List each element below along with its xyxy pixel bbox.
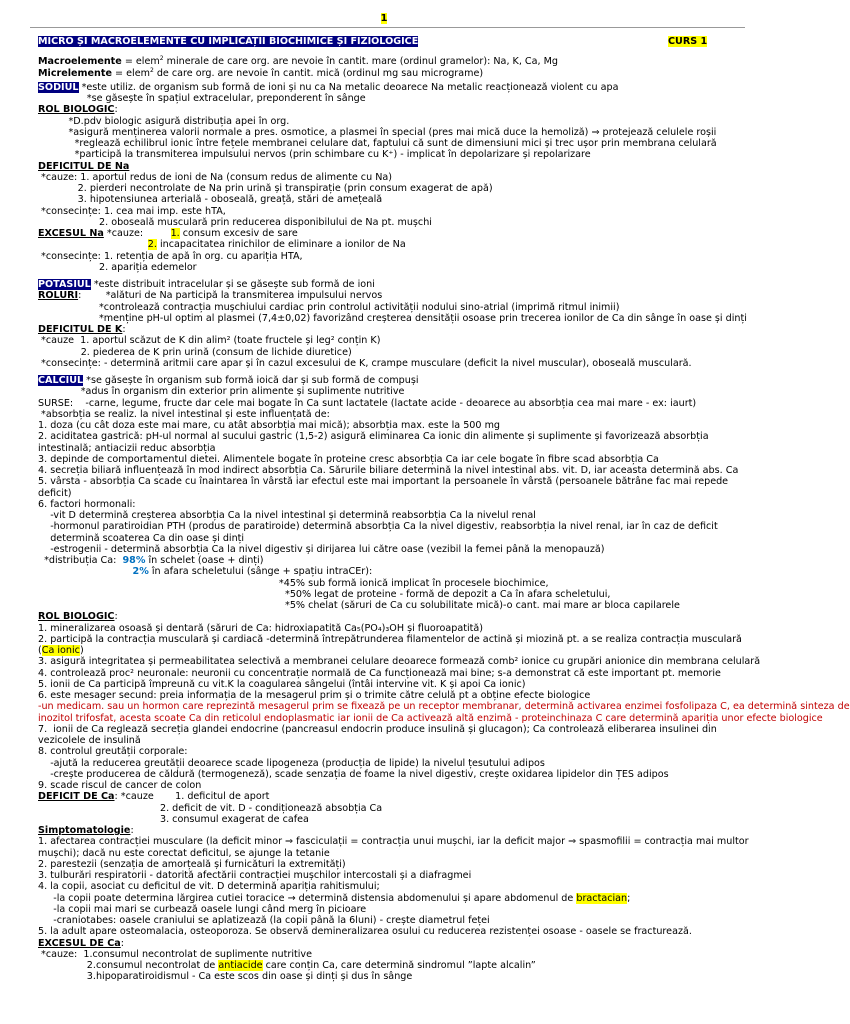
course-label: CURS 1: [668, 36, 708, 47]
sodiu-line-2: *se găsește în spațiul extracelular, preponderent în sânge: [38, 93, 366, 104]
text-line: *controlează contracția mușchiului cardiac prin controlul activității nodului sino-atrial (imprimă ritmul inimii): [38, 301, 620, 313]
calciu-exces-1: *cauze: 1.consumul necontrolat de suplimente nutritive: [38, 948, 312, 960]
text-line: determină scoaterea Ca din oase și dinți: [38, 532, 245, 544]
text-line: ROLURI: *alături de Na participă la transmiterea impulsului nervos: [38, 290, 383, 302]
text-line: 2. pierderi necontrolate de Na prin urină și transpirație (prin consum exagerat de apă): [38, 183, 493, 194]
text-line: -vit D determină creșterea absorbția Ca la nivel intestinal și determină reabsorbția Ca la nivelul renal: [38, 510, 536, 521]
sodiu-exces-line: EXCESUL Na *cauze: 1. consum excesiv de sare: [38, 228, 298, 239]
sodiu-rol-title: ROL BIOLOGIC:: [38, 104, 118, 116]
text-line: 1. doza (cu cât doza este mai mare, cu atât absorbția mai mică); absorbția max. este la 500 mg: [38, 420, 500, 431]
text-line: 4. controlează proc² neuronale: neuronii cu concentrație normală de Ca funcționează mai bine; s-a demonstrat că este important pt. memorie: [38, 667, 721, 679]
text-line: *consecințe: 1. retenția de apă în org. cu apariția HTA,: [38, 250, 303, 262]
sodiu-exces-consecinte: [38, 251, 738, 274]
text-line: 8. controlul greutății corporale:: [38, 746, 188, 758]
text-line: 2. aciditatea gastrică: pH-ul normal al sucului gastric (1,5-2) asigură eliminarea Ca ionic din alimente și suplimente și favorizează absorbția: [38, 431, 709, 443]
calciu-exces-title: EXCESUL DE Ca:: [38, 937, 124, 949]
sodiu-deficit-list: [38, 172, 738, 228]
text-line: *D.pdv biologic asigură distribuția apei în org.: [38, 115, 290, 127]
calciu-simpt-title: Simptomatologie:: [38, 825, 134, 836]
page-number: 1: [380, 13, 388, 24]
text-line: intestinală; antiacizii reduc absorbția: [38, 442, 216, 454]
text-line: 6. factori hormonali:: [38, 498, 136, 510]
calciu-rol-title: ROL BIOLOGIC:: [38, 611, 118, 623]
text-line: 9. scade riscul de cancer de colon: [38, 780, 202, 791]
text-line: *menține pH-ul optim al plasmei (7,4±0,02) favorizând creșterea densității osoase prin trecerea ionilor de Ca din sânge în oase și dinți: [38, 312, 747, 324]
text-line: -craniotabes: oasele craniului se aplatizează (la copii până la 6luni) - crește diametrul feței: [38, 915, 490, 926]
text-line: *50% legat de proteine - formă de depozit a Ca în afara scheletului,: [38, 588, 611, 600]
potasiu-line-1: POTASIUL *este distribuit intracelular și se găsește sub formă de ioni: [38, 279, 375, 290]
text-line: -hormonul paratiroidian PTH (produs de paratiroide) determină absorbția Ca la nivel digestiv, reabsorbția la nivel renal, iar în caz de deficit: [38, 521, 718, 533]
text-line: *consecințe: - determină aritmii care apar și în cazul excesului de K, crampe musculare (deficit la nivel muscular), oboseală musculară.: [38, 357, 692, 369]
calciu-ca-ionic: (Ca ionic): [38, 645, 84, 656]
text-line: *45% sub formă ionică implicat în procesele biochimice,: [38, 577, 549, 589]
calciu-rol-list-2: [38, 656, 761, 701]
calciu-deficit-line: DEFICIT DE Ca: *cauze 1. deficitul de aport: [38, 791, 270, 803]
calciu-exces-2: 2.consumul necontrolat de antiacide care conțin Ca, care determină sindromul ”lapte alcalin”: [38, 960, 536, 971]
text-line: 1. afectarea contracției musculare (la deficit minor ⇒ fasciculații = contracția unui mușchi, iar la deficit major ⇒ spasmofilii = contracția mai multor: [38, 836, 749, 848]
text-line: deficit): [38, 487, 72, 499]
intro-line: Macroelemente = elem$^2$ minerale de care org. are nevoie în cantit. mare (ordinul gramelor): Na, K, Ca, Mg: [38, 55, 558, 68]
text-line: vezicolele de insulină: [38, 735, 141, 746]
text-line: 3. tulburări respiratorii - datorită afectării contracției mușchilor intercostali și a diafragmei: [38, 870, 472, 881]
text-line: 5. ionii de Ca participă împreună cu vit.K la coagularea sângelui (întâi intervine vit. K și apoi Ca ionic): [38, 678, 526, 690]
text-line: *distribuția Ca: 98% în schelet (oase + dinți): [38, 555, 264, 566]
calciu-simptome: [38, 836, 749, 893]
sodiu-rol-list: [38, 116, 738, 161]
calciu-exces-3: 3.hipoparatiroidismul - Ca este scos din oase și dinți și dus în sânge: [38, 971, 413, 983]
text-line: *consecințe: 1. cea mai imp. este hTA,: [38, 205, 226, 217]
calciu-lines: [38, 386, 738, 555]
calciu-rol-list-3: [38, 724, 738, 792]
calciu-distributie: [38, 555, 738, 611]
text-line: mușchi); dacă nu este corectat deficitul, se ajunge la tetanie: [38, 847, 330, 859]
intro-section: [38, 53, 738, 79]
doc-title: MICRO ȘI MACROELEMENTE CU IMPLICAȚII BIOCHIMICE ȘI FIZIOLOGICE: [38, 36, 419, 47]
text-line: 4. secreția biliară influențează în mod indirect absorbția Ca. Sărurile biliare determină la nivel intestinal abs. vit. D, iar aceasta determină abs. Ca: [38, 465, 739, 476]
sodiu-exces-list: [38, 228, 738, 251]
text-line: -ajută la reducerea greutății deoarece scade lipogeneza (producția de lipide) la nivelul țesutului adipos: [38, 757, 545, 769]
title-line: [38, 36, 738, 47]
text-line: 2% în afara scheletului (sânge + spațiu intraCEr):: [132, 566, 373, 578]
sodiu-line-1: SODIUL *este utiliz. de organism sub formă de ioni și nu ca Na metalic deoarece Na metalic reacționează violent cu apa: [38, 81, 619, 93]
document-body: [38, 36, 850, 983]
text-line: 6. este mesager secund: preia informația de la mesagerul prim și o trimite către celulă pt a obține efecte biologice: [38, 690, 591, 701]
text-line: 5. vârsta - absorbția Ca scade cu înaintarea în vârstă iar efectul este mai important la persoanele în vârstă (persoanele bătrâne fac mai repede: [38, 476, 729, 488]
potasiu-label: POTASIUL: [38, 279, 91, 290]
text-line: *absorbția se realiz. la nivel intestinal și este influențată de:: [38, 408, 330, 420]
text-line: inozitol trifosfat, acesta scoate Ca din reticolul endoplasmatic iar ionii de Ca activează altă enzimă - proteinchinaza C care determină apariția unor efecte biologice: [38, 712, 823, 724]
text-line: *reglează echilibrul ionic între fețele membranei celulare dat, faptului că sunt de dimensiuni mici și trec ușor prin membrana celulară: [38, 138, 717, 149]
text-line: 5. la adult apare osteomalacia, osteoporoza. Se observă demineralizarea osului cu reducerea rezistenței osoase - oasele se fracturează.: [38, 926, 692, 938]
sodiu-deficit-title: DEFICITUL DE Na: [38, 160, 130, 172]
text-line: 2. oboseală musculară prin reducerea disponibilului de Na pt. mușchi: [38, 216, 432, 228]
text-line: 1. mineralizarea osoasă și dentară (săruri de Ca: hidroxiapatită Ca₅(PO₄)₃OH și fluoroapatită): [38, 622, 484, 634]
text-line: 4. la copii, asociat cu deficitul de vit. D determină apariția rahitismului;: [38, 881, 380, 893]
potasiu-deficit-title: DEFICITUL DE K:: [38, 324, 126, 335]
text-line: -crește producerea de căldură (termogeneză), scade senzația de foame la nivel digestiv, crește oxidarea lipidelor din ȚES adipos: [38, 768, 669, 780]
sodiu-exces-line: 2. incapacitatea rinichilor de eliminare a ionilor de Na: [147, 239, 406, 251]
calciu-red-note: [38, 701, 850, 724]
text-line: 2. parestezii (senzația de amorțeală și furnicături la extremități): [38, 858, 346, 870]
text-line: 3. hipotensiunea arterială - oboseală, greață, stări de amețeală: [38, 194, 383, 206]
text-line: -la copii mai mari se curbează oasele lungi când merg în picioare: [38, 903, 367, 915]
text-line: -estrogenii - determină absorbția Ca la nivel digestiv și dirijarea lui către oase (vezibil la femei până la menopauză): [38, 543, 605, 555]
header-rule: [30, 27, 745, 28]
text-line: 2. apariția edemelor: [38, 261, 197, 273]
text-line: -un medicam. sau un hormon care reprezintă mesagerul prim se fixează pe un receptor membranar, determină activarea enzimei fosfolipaza C, ea determină sinteza de: [38, 701, 850, 713]
potasiu-deficit-list: [38, 335, 738, 369]
calciu-rol-list: [38, 622, 742, 646]
calciu-deficit-2: 2. deficit de vit. D - condiționează absobția Ca: [38, 802, 383, 814]
text-line: *5% chelat (săruri de Ca cu solubilitate mică)-o cant. mai mare ar bloca capilarele: [38, 600, 680, 611]
calciu-line-1: CALCIUL *se găsește în organism sub formă ioică dar și sub formă de compuși: [38, 375, 419, 386]
text-line: *cauze: 1. aportul redus de ioni de Na (consum redus de alimente cu Na): [38, 171, 393, 183]
text-line: *cauze 1. aportul scăzut de K din alim² (toate fructele și leg² conțin K): [38, 335, 381, 347]
potasiu-roluri: [38, 290, 747, 324]
text-line: 2. piederea de K prin urină (consum de lichide diuretice): [38, 346, 352, 358]
calciu-label: CALCIUL: [38, 375, 84, 386]
text-line: 7. ionii de Ca reglează secreția glandei endocrine (pancreasul endocrin produce insulină și glucagon); Ca controlează eliberarea insulinei din: [38, 723, 717, 735]
text-line: SURSE: -carne, legume, fructe dar cele mai bogate în Ca sunt lactatele (lactate acide - deoarece au absorbția cea mai mare - ex: iaurt): [38, 397, 697, 409]
calciu-simptome-2: [38, 904, 738, 938]
calciu-bractacian-line: -la copii poate determina lărgirea cutiei toracice → determină distensia abdomenului și apare abdomenul de bractacian;: [38, 892, 631, 904]
text-line: *asigură menținerea valorii normale a pres. osmotice, a plasmei în special (pres mai mică duce la hemoliză) ⇒ protejează celulele roșii: [38, 126, 717, 138]
text-line: *participă la transmiterea impulsului nervos (prin schimbare cu K⁺) - implicat în depolarizare și repolarizare: [38, 149, 591, 161]
intro-line: Micrelemente = elem$^2$ de care org. are nevoie în cantit. mică (ordinul mg sau micrograme): [38, 66, 484, 79]
sodiu-label: SODIUL: [38, 81, 79, 93]
calciu-deficit-3: 3. consumul exagerat de cafea: [38, 813, 309, 825]
text-line: 2. participă la contracția musculară și cardiacă -determină întrepătrunderea filamentelor de actină și miozină pt. a se realiza contracția musculară: [38, 633, 742, 645]
text-line: *adus în organism din exterior prin alimente și suplimente nutritive: [38, 386, 405, 398]
text-line: 3. asigură integritatea și permeabilitatea selectivă a membranei celulare deoarece formează comb² ionice cu grupări anionice din membrana celulară: [38, 656, 761, 668]
text-line: 3. depinde de comportamentul dietei. Alimentele bogate în proteine cresc absorbția Ca iar cele bogate în fibre scad absorbția Ca: [38, 453, 659, 465]
